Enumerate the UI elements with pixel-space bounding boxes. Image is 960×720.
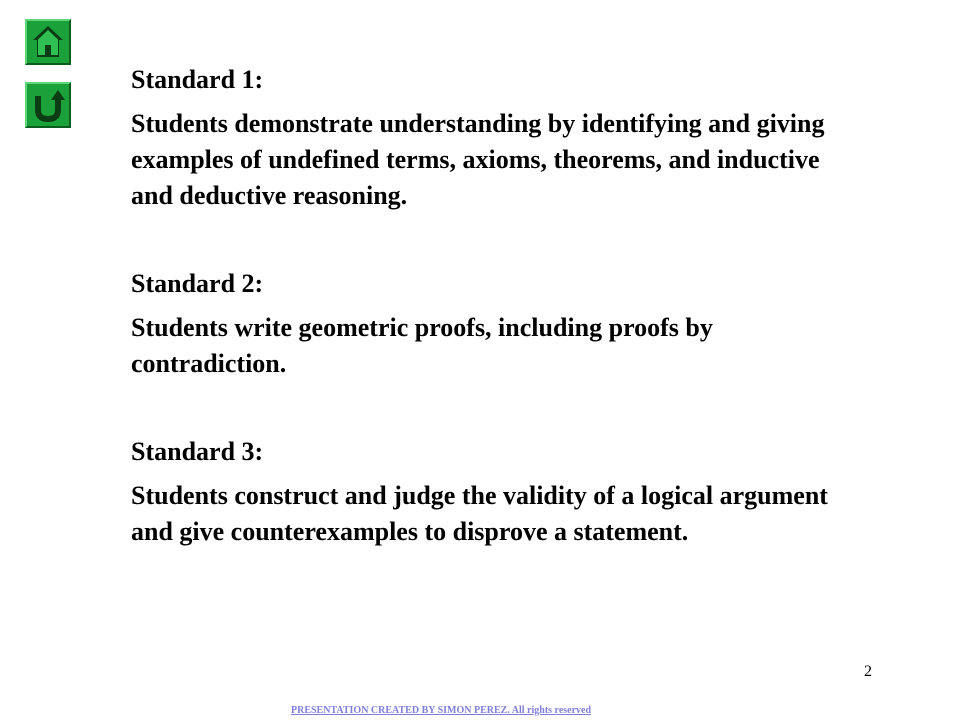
back-button[interactable] [25,82,71,128]
return-arrow-icon [27,84,69,126]
standards-list [131,62,851,550]
standard-2-text: Students write geometric proofs, including proofs by contradiction. [131,313,713,378]
slide-number: 2 [864,663,872,680]
home-button[interactable] [25,19,71,65]
footer-credit-link[interactable]: PRESENTATION CREATED BY SIMON PEREZ. All rights reserved [291,705,592,716]
standard-3-heading: Standard 3: [131,437,264,466]
standard-1 [131,62,851,214]
standard-2 [131,266,851,382]
house-icon [27,21,69,63]
standard-2-heading: Standard 2: [131,269,264,298]
standard-1-text: Students demonstrate understanding by identifying and giving examples of undefined terms, axioms, theorems, and inductive and deductive reasoning. [131,109,825,210]
standard-1-heading: Standard 1: [131,65,264,94]
standard-3-text: Students construct and judge the validity of a logical argument and give counterexamples to disprove a statement. [131,481,828,546]
standard-3 [131,434,851,550]
